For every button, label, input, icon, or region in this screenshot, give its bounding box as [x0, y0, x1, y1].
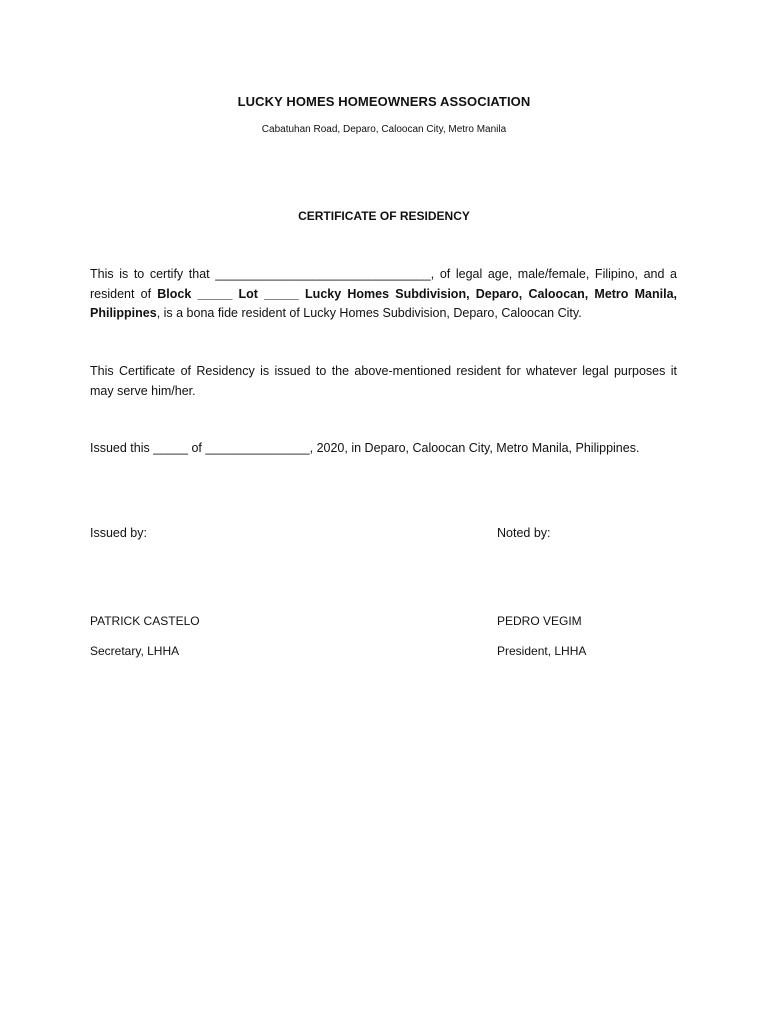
association-address: Cabatuhan Road, Deparo, Caloocan City, Metro Manila [261, 124, 507, 135]
bona-fide-statement: , is a bona fide resident of Lucky Homes Subdivision, Deparo, Caloocan City. [156, 306, 582, 320]
president-name: PEDRO VEGIM [497, 614, 582, 628]
certify-intro: This is to certify that [90, 267, 210, 281]
resident-address: Block _____ Lot _____ Lucky Homes Subdivision, Deparo, Caloocan, Metro Manila, Philippines [90, 286, 677, 320]
resident-name-blank: _______________________________ [215, 267, 431, 281]
resident-details: , of legal age, male/female, Filipino, and a resident of [90, 267, 677, 301]
purpose-paragraph: This Certificate of Residency is issued to the above-mentioned resident for whatever legal purposes it may serve him/her. [90, 364, 677, 398]
issued-by-label: Issued by: [90, 526, 147, 540]
certification-paragraph [90, 265, 677, 324]
secretary-title: Secretary, LHHA [90, 644, 180, 658]
document-title: CERTIFICATE OF RESIDENCY [298, 209, 470, 223]
issuance-paragraph: Issued this _____ of _______________, 2020, in Deparo, Caloocan City, Metro Manila, Philippines. [90, 441, 640, 455]
association-name: LUCKY HOMES HOMEOWNERS ASSOCIATION [237, 94, 531, 109]
president-title: President, LHHA [497, 644, 587, 658]
noted-by-label: Noted by: [497, 526, 551, 540]
secretary-name: PATRICK CASTELO [90, 614, 200, 628]
